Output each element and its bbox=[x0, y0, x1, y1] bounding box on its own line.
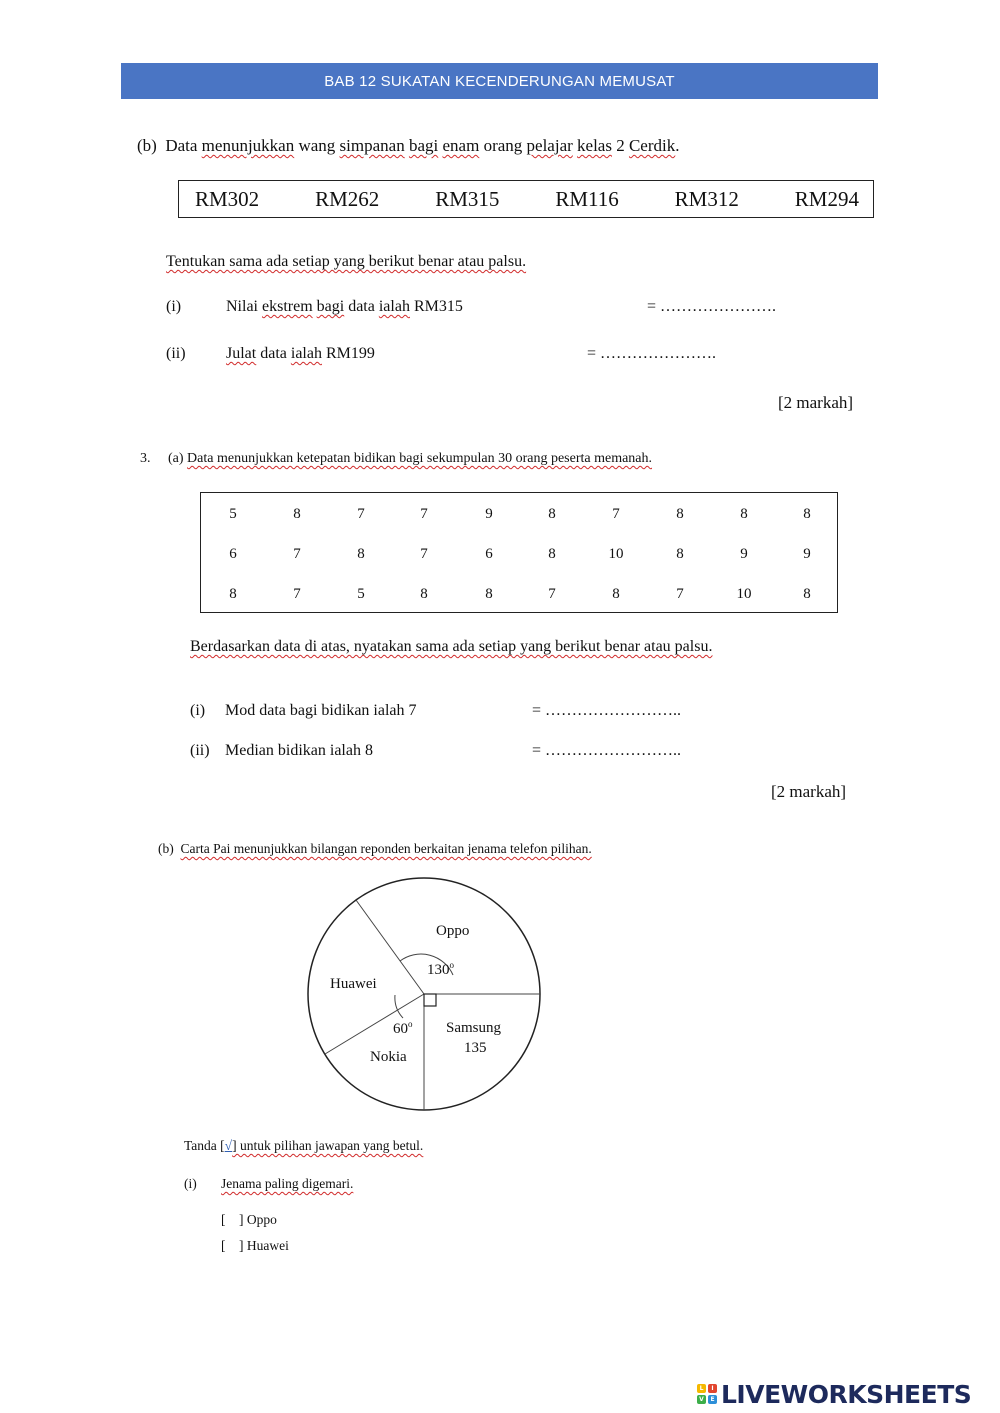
score-cell: 8 bbox=[740, 506, 748, 522]
q2b-word: data bbox=[348, 298, 375, 315]
score-cell: 8 bbox=[803, 586, 811, 602]
score-cell: 7 bbox=[676, 586, 684, 602]
q3b-sub-num: (i) bbox=[184, 1176, 197, 1191]
pie-label-oppo-angle bbox=[427, 960, 454, 979]
q3a-intro-text: Data menunjukkan ketepatan bidikan bagi sekumpulan 30 orang peserta memanah. bbox=[187, 451, 653, 466]
q2b-intro bbox=[137, 136, 680, 156]
q3a-marks: [2 markah] bbox=[771, 782, 847, 801]
score-cell: 8 bbox=[420, 586, 428, 602]
score-cell: 8 bbox=[293, 506, 301, 522]
tick-instruction-post: ] untuk pilihan jawapan yang betul. bbox=[232, 1138, 424, 1153]
q2b-word: kelas bbox=[577, 136, 612, 155]
q3b-sub-text: Jenama paling digemari. bbox=[221, 1176, 354, 1191]
score-cell: 7 bbox=[293, 546, 301, 562]
nokia-angle-arc bbox=[395, 995, 403, 1018]
liveworksheets-brand: LIVEWORKSHEETS bbox=[721, 1379, 972, 1409]
score-row bbox=[201, 506, 837, 526]
score-cell: 9 bbox=[485, 506, 493, 522]
q2b-word: menunjukkan bbox=[201, 136, 295, 155]
savings-value: RM262 bbox=[315, 186, 380, 211]
phone-brand-pie-chart bbox=[305, 875, 543, 1113]
logo-mark-letter: E bbox=[708, 1395, 717, 1404]
option-label: Oppo bbox=[246, 1212, 277, 1227]
tick-symbol: √ bbox=[224, 1138, 233, 1153]
logo-mark-letter: I bbox=[708, 1384, 717, 1393]
liveworksheets-logo bbox=[697, 1380, 971, 1408]
score-cell: 8 bbox=[676, 506, 684, 522]
score-cell: 8 bbox=[357, 546, 365, 562]
nokia-angle-value: 60 bbox=[393, 1021, 408, 1037]
chapter-title: BAB 12 SUKATAN KECENDERUNGAN MEMUSAT bbox=[324, 72, 675, 90]
liveworksheets-logo-icon bbox=[697, 1384, 717, 1404]
q2b-word: RM315 bbox=[413, 298, 463, 315]
score-cell: 9 bbox=[740, 546, 748, 562]
option-checkbox[interactable]: [ ] bbox=[221, 1238, 244, 1253]
pie-label-nokia-angle bbox=[393, 1019, 413, 1038]
q2b-word: bagi bbox=[408, 136, 439, 155]
score-cell: 9 bbox=[803, 546, 811, 562]
score-row bbox=[201, 546, 837, 566]
savings-value: RM294 bbox=[794, 186, 859, 211]
q3b-intro bbox=[158, 841, 592, 857]
option-oppo[interactable] bbox=[221, 1212, 277, 1228]
savings-value: RM116 bbox=[555, 186, 619, 211]
q2b-word: data bbox=[260, 345, 287, 362]
option-huawei[interactable] bbox=[221, 1238, 289, 1254]
tick-instruction-pre: Tanda [ bbox=[184, 1138, 225, 1153]
q3a-item-ii-num: (ii) bbox=[190, 742, 210, 759]
score-cell: 7 bbox=[420, 506, 428, 522]
q3b-intro-text: Carta Pai menunjukkan bilangan reponden berkaitan jenama telefon pilihan. bbox=[180, 841, 592, 856]
q2b-item-ii-answer[interactable]: = …………………. bbox=[587, 345, 717, 362]
score-cell: 10 bbox=[736, 586, 752, 602]
score-cell: 10 bbox=[608, 546, 624, 562]
q2b-word: . bbox=[675, 136, 680, 155]
q2b-word: ialah bbox=[378, 298, 410, 315]
q2b-label: (b) bbox=[137, 136, 157, 155]
q2b-word: bagi bbox=[316, 298, 345, 315]
score-cell: 8 bbox=[803, 506, 811, 522]
q2b-word: ialah bbox=[290, 345, 322, 362]
q3a-item-i-text: Mod data bagi bidikan ialah 7 bbox=[225, 702, 417, 719]
q2b-word: Cerdik bbox=[628, 136, 676, 155]
q2b-word: pelajar bbox=[526, 136, 573, 155]
logo-mark-letter: V bbox=[697, 1395, 706, 1404]
option-checkbox[interactable]: [ ] bbox=[221, 1212, 244, 1227]
score-cell: 5 bbox=[229, 506, 237, 522]
q3a-intro bbox=[168, 451, 652, 467]
score-cell: 7 bbox=[612, 506, 620, 522]
q3a-item-i-num: (i) bbox=[190, 702, 206, 719]
q2b-item-i-num: (i) bbox=[166, 298, 182, 315]
q2b-word: RM199 bbox=[325, 345, 375, 362]
q3b-label: (b) bbox=[158, 841, 174, 856]
score-cell: 7 bbox=[548, 586, 556, 602]
q2b-item-ii-num: (ii) bbox=[166, 345, 186, 362]
score-row bbox=[201, 586, 837, 606]
option-label: Huawei bbox=[246, 1238, 289, 1253]
score-cell: 6 bbox=[229, 546, 237, 562]
archery-score-table bbox=[200, 492, 838, 613]
q2b-instruction: Tentukan sama ada setiap yang berikut benar atau palsu. bbox=[166, 253, 527, 270]
tick-instruction bbox=[184, 1138, 423, 1154]
score-cell: 7 bbox=[357, 506, 365, 522]
score-cell: 8 bbox=[676, 546, 684, 562]
q2b-word: ekstrem bbox=[262, 298, 313, 315]
samsung-right-angle-mark bbox=[424, 994, 436, 1006]
score-cell: 8 bbox=[548, 506, 556, 522]
q3a-item-ii-text: Median bidikan ialah 8 bbox=[225, 742, 373, 759]
q2b-item-i-answer[interactable]: = …………………. bbox=[647, 298, 777, 315]
q3a-item-i-answer[interactable]: = …………………….. bbox=[532, 702, 682, 719]
pie-label-samsung: Samsung bbox=[446, 1020, 502, 1036]
q2b-item-i-text bbox=[226, 298, 463, 316]
pie-label-samsung-count: 135 bbox=[464, 1040, 487, 1056]
score-cell: 8 bbox=[229, 586, 237, 602]
score-cell: 8 bbox=[485, 586, 493, 602]
q3-number: 3. bbox=[140, 451, 151, 466]
savings-value: RM312 bbox=[674, 186, 739, 211]
score-cell: 6 bbox=[485, 546, 493, 562]
q2b-word: Nilai bbox=[226, 298, 258, 315]
q2b-word: simpanan bbox=[339, 136, 405, 155]
q2b-word: wang bbox=[298, 136, 336, 155]
score-cell: 8 bbox=[548, 546, 556, 562]
savings-value: RM315 bbox=[435, 186, 500, 211]
score-cell: 7 bbox=[420, 546, 428, 562]
q2b-word: enam bbox=[442, 136, 480, 155]
pie-label-oppo: Oppo bbox=[436, 923, 470, 939]
score-cell: 8 bbox=[612, 586, 620, 602]
pie-label-nokia: Nokia bbox=[370, 1049, 407, 1065]
savings-value: RM302 bbox=[195, 186, 260, 211]
q3a-item-ii-answer[interactable]: = …………………….. bbox=[532, 742, 682, 759]
oppo-angle-value: 130 bbox=[427, 962, 450, 978]
score-cell: 5 bbox=[357, 586, 365, 602]
q3a-instruction: Berdasarkan data di atas, nyatakan sama ada setiap yang berikut benar atau palsu. bbox=[190, 638, 713, 655]
q3a-label: (a) bbox=[168, 451, 184, 466]
q2b-word: 2 bbox=[616, 136, 625, 155]
q2b-marks: [2 markah] bbox=[778, 393, 854, 412]
pie-label-huawei: Huawei bbox=[330, 976, 377, 992]
degree-mark: o bbox=[449, 960, 454, 970]
savings-data-box bbox=[178, 180, 874, 218]
q2b-word: orang bbox=[483, 136, 523, 155]
chapter-header-banner bbox=[121, 63, 878, 99]
q2b-item-ii-text bbox=[226, 345, 375, 363]
score-cell: 7 bbox=[293, 586, 301, 602]
degree-mark: o bbox=[408, 1019, 413, 1029]
q2b-word: Julat bbox=[226, 345, 257, 362]
logo-mark-letter: L bbox=[697, 1384, 706, 1393]
q2b-word: Data bbox=[165, 136, 198, 155]
